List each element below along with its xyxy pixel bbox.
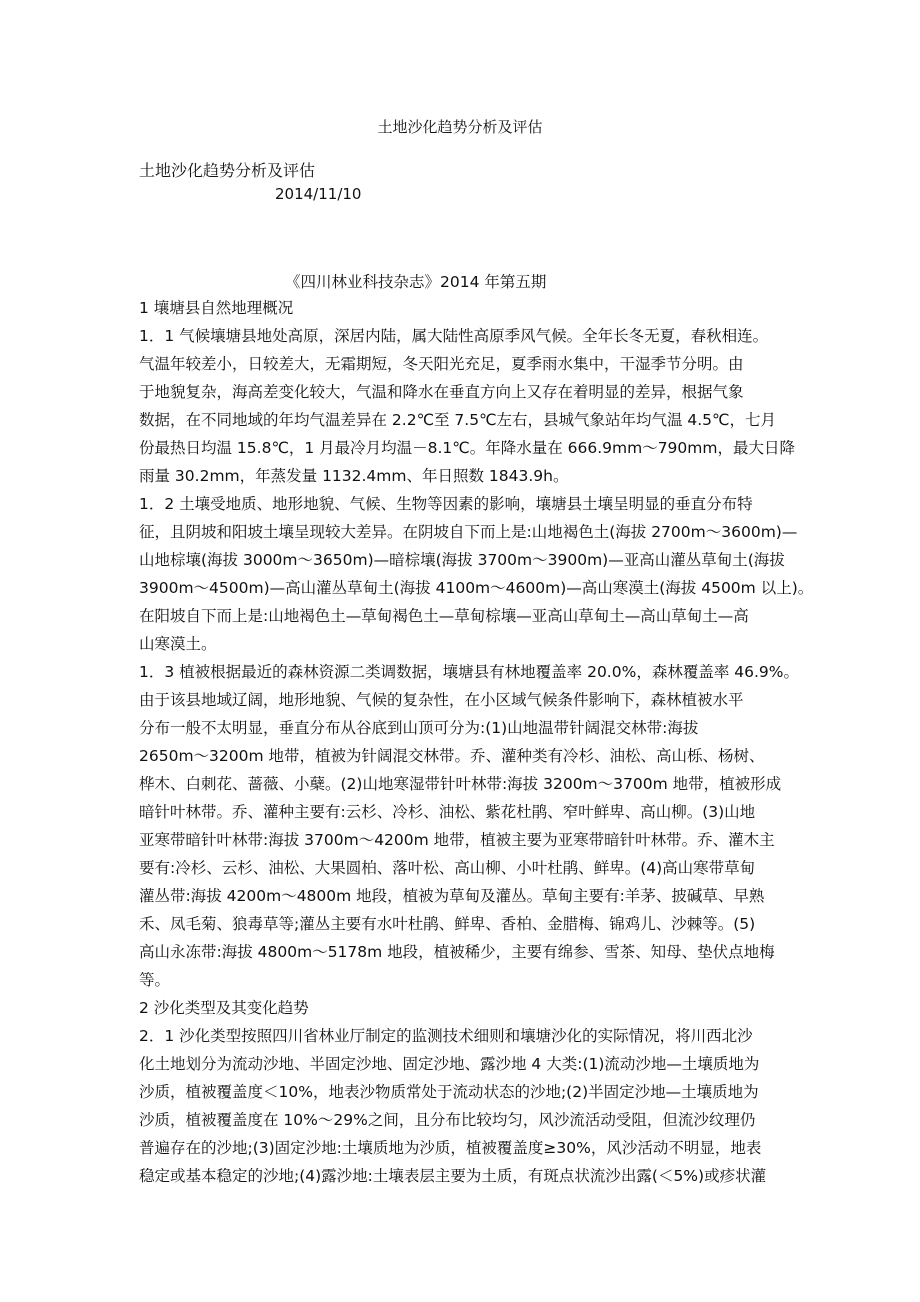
text-line: 普遍存在的沙地;(3)固定沙地:土壤质地为沙质，植被覆盖度≥30%，风沙活动不明显，地表 [139, 1139, 762, 1157]
document-title: 土地沙化趋势分析及评估 [377, 118, 543, 136]
text-line: 灌丛带:海拔 4200m～4800m 地段，植被为草甸及灌丛。草甸主要有:羊茅、披碱草、早熟 [139, 887, 765, 905]
publish-date: 2014/11/10 [275, 185, 362, 203]
text-line: 份最热日均温 15.8℃，1 月最冷月均温－8.1℃。年降水量在 666.9mm～790mm，最大日降 [139, 439, 795, 457]
text-line: 征，且阴坡和阳坡土壤呈现较大差异。在阴坡自下而上是:山地褐色土(海拔 2700m～3600m)— [139, 523, 798, 541]
text-line: 等。 [139, 971, 171, 989]
text-line: 化土地划分为流动沙地、半固定沙地、固定沙地、露沙地 4 大类:(1)流动沙地—土壤质地为 [139, 1055, 760, 1073]
text-line: 沙质，植被覆盖度在 10%～29%之间，且分布比较均匀，风沙流活动受阻，但流沙纹理仍 [139, 1111, 756, 1129]
text-line: 数据，在不同地域的年均气温差异在 2.2℃至 7.5℃左右，县城气象站年均气温 4.5℃，七月 [139, 411, 776, 429]
text-line: 3900m～4500m)—高山灌丛草甸土(海拔 4100m～4600m)—高山寒漠土(海拔 4500m 以上)。 [139, 579, 814, 597]
text-line: 1．2 土壤受地质、地形地貌、气候、生物等因素的影响，壤塘县土壤呈明显的垂直分布特 [139, 495, 753, 513]
text-line: 于地貌复杂，海高差变化较大，气温和降水在垂直方向上又存在着明显的差异，根据气象 [139, 383, 744, 401]
text-line: 桦木、白刺花、蔷薇、小蘖。(2)山地寒湿带针叶林带:海拔 3200m～3700m 地带，植被形成 [139, 775, 782, 793]
article-subtitle: 土地沙化趋势分析及评估 [139, 161, 316, 180]
text-line: 2 沙化类型及其变化趋势 [139, 999, 309, 1017]
text-line: 山寒漠土。 [139, 635, 217, 653]
text-line: 暗针叶林带。乔、灌种主要有:云杉、冷杉、油松、紫花杜鹃、窄叶鲜卑、高山柳。(3)山地 [139, 803, 756, 821]
journal-source: 《四川林业科技杂志》2014 年第五期 [285, 273, 547, 291]
text-line: 要有:冷杉、云杉、油松、大果圆柏、落叶松、高山柳、小叶杜鹃、鲜卑。(4)高山寒带草甸 [139, 859, 756, 877]
text-line: 气温年较差小，日较差大，无霜期短，冬天阳光充足，夏季雨水集中，干湿季节分明。由 [139, 355, 744, 373]
text-line: 1．3 植被根据最近的森林资源二类调数据，壤塘县有林地覆盖率 20.0%，森林覆盖率 46.9%。 [139, 663, 799, 681]
text-line: 沙质，植被覆盖度＜10%，地表沙物质常处于流动状态的沙地;(2)半固定沙地—土壤质地为 [139, 1083, 759, 1101]
text-line: 由于该县地域辽阔，地形地貌、气候的复杂性，在小区域气候条件影响下，森林植被水平 [139, 691, 744, 709]
text-line: 山地棕壤(海拔 3000m～3650m)—暗棕壤(海拔 3700m～3900m)—亚高山灌丛草甸土(海拔 [139, 551, 785, 569]
text-line: 高山永冻带:海拔 4800m～5178m 地段，植被稀少，主要有绵参、雪茶、知母、垫伏点地梅 [139, 943, 775, 961]
text-line: 雨量 30.2mm，年蒸发量 1132.4mm、年日照数 1843.9h。 [139, 467, 569, 485]
text-line: 2．1 沙化类型按照四川省林业厅制定的监测技术细则和壤塘沙化的实际情况，将川西北沙 [139, 1027, 753, 1045]
text-line: 分布一般不太明显，垂直分布从谷底到山顶可分为:(1)山地温带针阔混交林带:海拔 [139, 719, 699, 737]
text-line: 稳定或基本稳定的沙地;(4)露沙地:土壤表层主要为土质，有斑点状流沙出露(＜5%)或疹状灌 [139, 1167, 767, 1185]
text-line: 亚寒带暗针叶林带:海拔 3700m～4200m 地带，植被主要为亚寒带暗针叶林带。乔、灌木主 [139, 831, 775, 849]
text-line: 在阳坡自下而上是:山地褐色土—草甸褐色土—草甸棕壤—亚高山草甸土—高山草甸土—高 [139, 607, 749, 625]
text-line: 2650m～3200m 地带，植被为针阔混交林带。乔、灌种类有冷杉、油松、高山栎、杨树、 [139, 747, 765, 765]
article-body [139, 294, 814, 1190]
text-line: 1 壤塘县自然地理概况 [139, 299, 294, 317]
text-line: 禾、凤毛菊、狼毒草等;灌丛主要有水叶杜鹃、鲜卑、香柏、金腊梅、锦鸡儿、沙棘等。(5) [139, 915, 756, 933]
text-line: 1．1 气候壤塘县地处高原，深居内陆，属大陆性高原季风气候。全年长冬无夏，春秋相连。 [139, 327, 769, 345]
